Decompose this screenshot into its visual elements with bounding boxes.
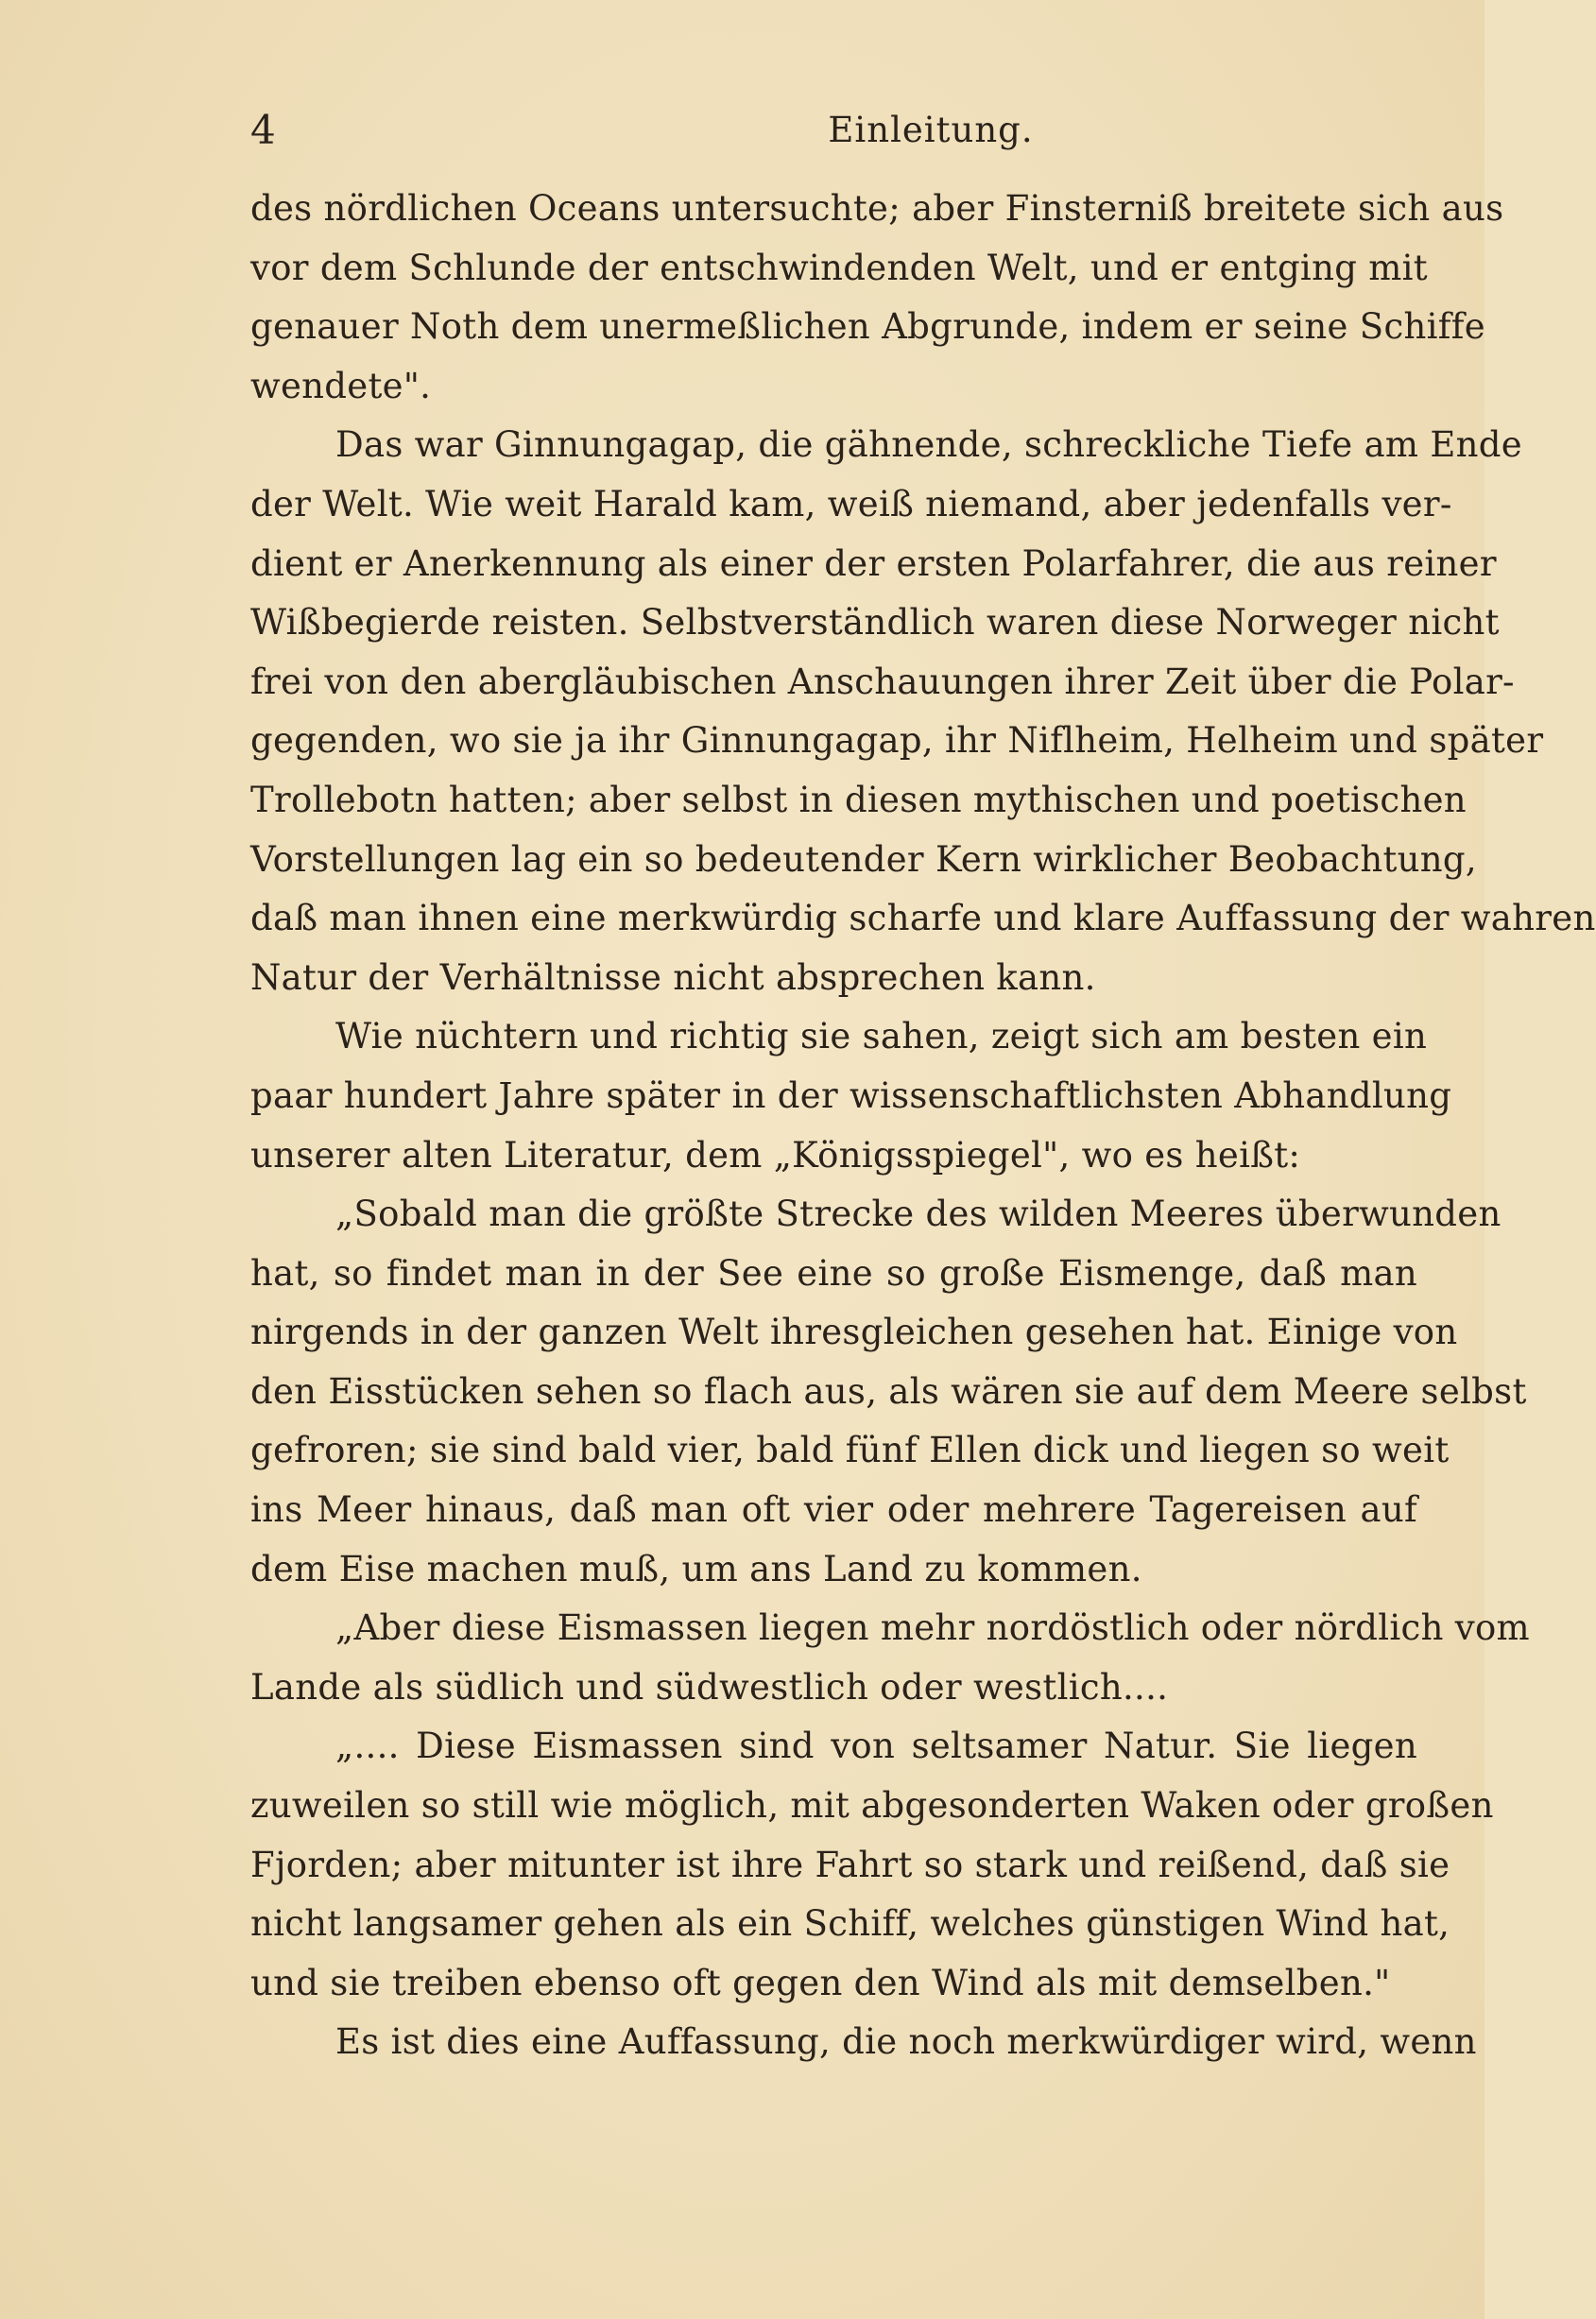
page-number: 4 [250,107,276,153]
text-line: Natur der Verhältnisse nicht absprechen kann. [250,956,1096,998]
text-line: nirgends in der ganzen Welt ihresgleichen gesehen hat. Einige von [250,1312,1458,1353]
text-line: dem Eise machen muß, um ans Land zu kommen. [250,1548,1142,1589]
text-line: Vorstellungen lag ein so bedeutender Kern wirklicher Beobachtung, [250,838,1477,880]
page-header [250,102,1484,159]
text-line: Es ist dies eine Auffassung, die noch merkwürdiger wird, wenn [335,2021,1477,2063]
text-line: den Eisstücken sehen so flach aus, als wären sie auf dem Meere selbst [250,1370,1527,1412]
text-line: Wißbegierde reisten. Selbstverständlich waren diese Norweger nicht [250,602,1500,644]
text-line: Lande als südlich und südwestlich oder westlich.... [250,1666,1169,1708]
text-line: wendete". [250,365,432,406]
text-line: unserer alten Literatur, dem „Königsspiegel", wo es heißt: [250,1134,1301,1176]
text-line: hat, so findet man in der See eine so große Eismenge, daß man [250,1252,1417,1294]
text-line: Wie nüchtern und richtig sie sahen, zeigt sich am besten ein [335,1016,1428,1057]
text-line: paar hundert Jahre später in der wissenschaftlichsten Abhandlung [250,1074,1452,1116]
text-line: Das war Ginnungagap, die gähnende, schreckliche Tiefe am Ende [335,424,1522,466]
text-line: „.... Diese Eismassen sind von seltsamer Natur. Sie liegen [335,1726,1417,1767]
text-line: daß man ihnen eine merkwürdig scharfe und klare Auffassung der wahren [250,898,1596,939]
text-line: vor dem Schlunde der entschwindenden Welt, und er entging mit [250,247,1428,288]
text-line: ins Meer hinaus, daß man oft vier oder mehrere Tagereisen auf [250,1489,1417,1531]
text-line: nicht langsamer gehen als ein Schiff, welches günstigen Wind hat, [250,1903,1450,1945]
running-head: Einleitung. [828,110,1034,150]
text-line: „Sobald man die größte Strecke des wilden Meeres überwunden [335,1194,1502,1235]
text-line: und sie treiben ebenso oft gegen den Wind als mit demselben." [250,1962,1391,2003]
text-line: gefroren; sie sind bald vier, bald fünf Ellen dick und liegen so weit [250,1430,1450,1471]
text-line: frei von den abergläubischen Anschauungen ihrer Zeit über die Polar- [250,661,1515,702]
text-line: gegenden, wo sie ja ihr Ginnungagap, ihr Niflheim, Helheim und später [250,720,1544,762]
text-line: der Welt. Wie weit Harald kam, weiß niemand, aber jedenfalls ver- [250,483,1452,524]
text-line: zuweilen so still wie möglich, mit abgesonderten Waken oder großen [250,1785,1494,1827]
text-line: genauer Noth dem unermeßlichen Abgrunde, indem er seine Schiffe [250,306,1485,348]
body-text [250,180,1596,2072]
text-line: dient er Anerkennung als einer der ersten Polarfahrer, die aus reiner [250,542,1497,584]
text-line: Fjorden; aber mitunter ist ihre Fahrt so stark und reißend, daß sie [250,1844,1450,1885]
text-line: des nördlichen Oceans untersuchte; aber Finsterniß breitete sich aus [250,188,1504,229]
text-line: Trollebotn hatten; aber selbst in diesen mythischen und poetischen [250,779,1467,820]
text-line: „Aber diese Eismassen liegen mehr nordöstlich oder nördlich vom [335,1607,1530,1649]
